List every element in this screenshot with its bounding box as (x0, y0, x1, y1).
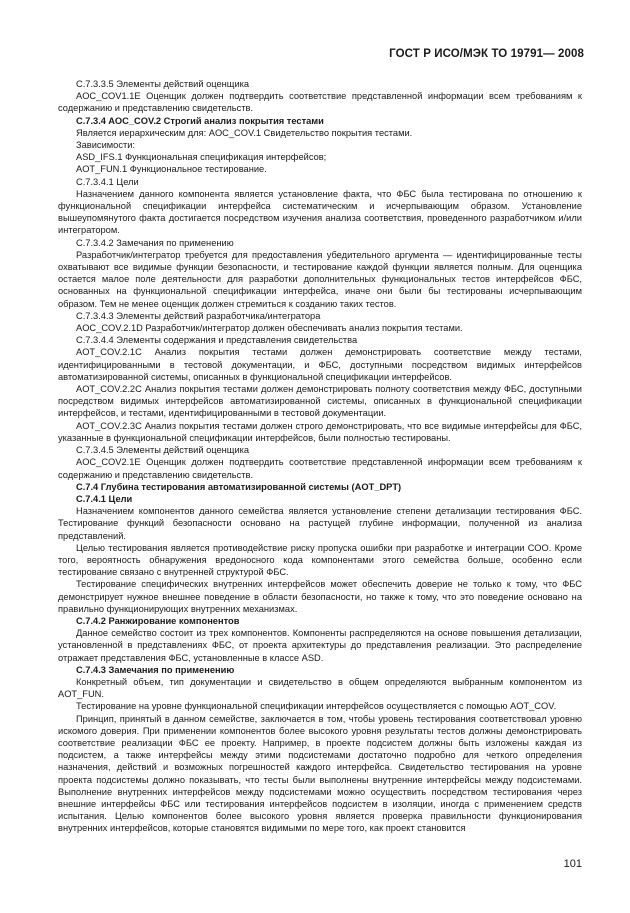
paragraph: Тестирование специфических внутренних интерфейсов может обеспечить доверие не только к тому, что ФБС демонстрирует нужное внешнее поведение в области безопасности, но также к тому, что это поведение основано на правильно функционирующих внутренних механизмах. (58, 579, 582, 614)
paragraph: Разработчик/интегратор требуется для предоставления убедительного аргумента — идентифицированные тесты охватывают все видимые функции безопасности, и тестирование каждой функции является полным. Для оценщика остается малое поле деятельности для разработки дополнительных функциональных тестов интерфейсов ФБС, основанных на функциональной спецификации интерфейса, иначе они были бы тестированы исчерпывающим образом. Тем не менее оценщик должен стремиться к созданию таких тестов. (58, 249, 582, 309)
paragraph: Целью тестирования является противодействие риску пропуска ошибки при разработке и интеграции СОО. Кроме того, вероятность обнаружения вредоносного кода компонентами этого семейства больше, особенно если тестирование связано с внутренней структурой ФБС. (58, 542, 582, 578)
page-number: 101 (563, 858, 582, 870)
paragraph: Конкретный объем, тип документации и свидетельство в общем определяются выбранным компонентом из AOT_FUN. (58, 676, 582, 700)
paragraph: Назначением компонентов данного семейства является установление степени детализации тестирования ФБС. Тестирование функций безопасности основано на растущей глубине информации, полученной из анализа представлений. (58, 506, 582, 541)
paragraph: AOC_COV.2.1D Разработчик/интегратор должен обеспечивать анализ покрытия тестами. (76, 323, 463, 334)
paragraph: Зависимости: (76, 140, 136, 151)
paragraph: ASD_IFS.1 Функциональная спецификация интерфейсов; (76, 152, 327, 163)
paragraph: AOC_COV1.1E Оценщик должен подтвердить соответствие представленной информации всем требованиям к содержанию и представлению свидетельств. (58, 91, 582, 114)
section-heading: C.7.4.2 Ранжирование компонентов (76, 615, 240, 626)
section-heading: C.7.4.1 Цели (76, 493, 133, 504)
paragraph: C.7.3.4.2 Замечания по применению (76, 237, 234, 248)
paragraph: Тестирование на уровне функциональной спецификации интерфейсов осуществляется с помощью AOT_COV. (76, 701, 557, 712)
paragraph: Данное семейство состоит из трех компонентов. Компоненты распределяются на основе повышения детализации, установленной в представлениях ФБС, от проекта архитектуры до представления реализации. Это распределение отражает представления ФБС, установленные в классе ASD. (58, 628, 582, 663)
section-heading: C.7.4 Глубина тестирования автоматизированной системы (AOT_DPT) (76, 481, 402, 492)
section-heading: C.7.4.3 Замечания по применению (76, 664, 235, 675)
paragraph: AOT_FUN.1 Функциональное тестирование. (76, 164, 267, 175)
page-body-text (58, 78, 582, 835)
paragraph: AOT_COV.2.2C Анализ покрытия тестами должен демонстрировать полноту соответствия между ФБС, доступными посредством видимых интерфейсов автоматизированной системы, описанных в функциональной спецификации интерфейсов, и тестами, идентифицированными в тестовой документации. (58, 384, 582, 419)
paragraph: Принцип, принятый в данном семействе, заключается в том, чтобы уровень тестирования соответствовал уровню искомого доверия. При применении компонентов более высокого уровня результаты тестов должны демонстрировать соответствие реализации ФБС ее проекту. Например, в проекте подсистем должны быть изложены каждая из подсистем, а также интерфейсы между этими подсистемами достаточно подробно для четкого определения назначения, действий и возможных погрешностей каждого интерфейса. Свидетельство тестирования на уровне проекта подсистемы должно показывать, что тесты были выполнены внутренние интерфейсы между подсистемами. Выполнение внутренних интерфейсов между подсистемами можно осуществить посредством тестирования через внешние интерфейсы ФБС или тестирования интерфейсов подсистем в изоляции, иногда с применением средств испытания. Целью компонентов более высокого уровня является проверка правильности функционирования внутренних интерфейсов, которые становятся видимыми по мере того, как проект становится (58, 713, 582, 834)
paragraph: C.7.3.4.4 Элементы содержания и представления свидетельства (76, 335, 358, 346)
paragraph: C.7.3.4.5 Элементы действий оценщика (76, 445, 250, 456)
paragraph: AOT_COV.2.3C Анализ покрытия тестами должен строго демонстрировать, что все видимые интерфейсы для ФБС, указанные в функциональной спецификации интерфейсов, были полностью тестированы. (58, 420, 582, 443)
paragraph: C.7.3.3.5 Элементы действий оценщика (76, 79, 250, 89)
paragraph: Является иерархическим для: AOC_COV.1 Свидетельство покрытия тестами. (76, 127, 413, 138)
section-heading: C.7.3.4 AOC_COV.2 Строгий анализ покрытия тестами (76, 115, 324, 126)
paragraph: Назначением данного компонента является установление факта, что ФБС была тестирована по отношению к функциональной спецификации интерфейса систематическим и исчерпывающим образом. Установление вышеупомянутого факта достигается посредством изучения анализа соответствия, проведенного разработчиком и/или интегратором. (58, 188, 582, 236)
paragraph: AOC_COV2.1E Оценщик должен подтвердить соответствие представленной информации всем требованиям к содержанию и представлению свидетельств. (58, 457, 582, 480)
paragraph: C.7.3.4.3 Элементы действий разработчика/интегратора (76, 310, 321, 321)
paragraph: AOT_COV.2.1C Анализ покрытия тестами должен демонстрировать соответствие между тестами, идентифицированными в тестовой документации, и ФБС, доступными посредством видимых интерфейсов автоматизированной системы, описанных в функциональной спецификации интерфейсов. (58, 347, 582, 382)
paragraph: C.7.3.4.1 Цели (76, 176, 139, 187)
page-header-title: ГОСТ Р ИСО/МЭК ТО 19791— 2008 (389, 48, 584, 60)
